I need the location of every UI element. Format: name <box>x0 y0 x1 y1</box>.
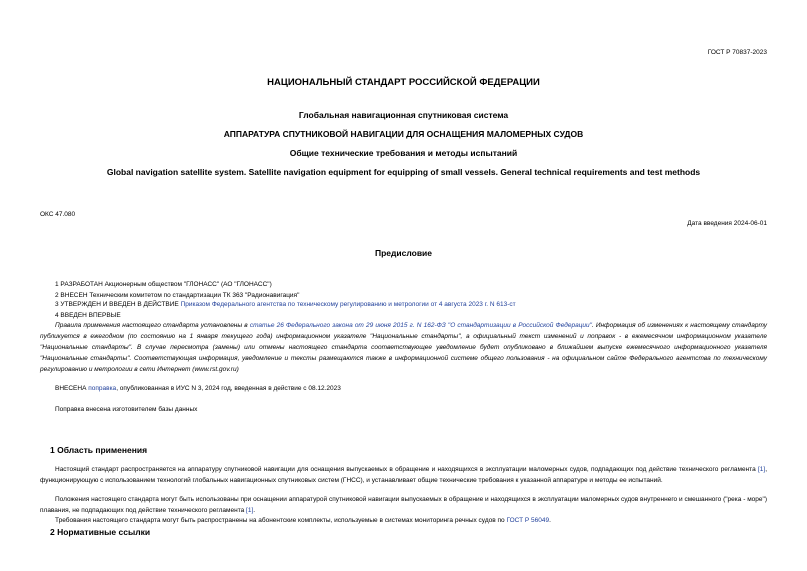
scope-paragraph-3 <box>40 515 767 526</box>
foreword-item-1: 1 РАЗРАБОТАН Акционерным обществом "ГЛОНАСС" (АО "ГЛОНАСС") <box>55 281 272 288</box>
scope-p1-text-end: , функционирующую с использованием технологий глобальных навигационных спутниковых систем (ГНСС), и устанавливает общие технические требования к указанной аппаратуре и методы ее испытаний. <box>40 466 767 484</box>
scope-p2-text-start: Положения настоящего стандарта могут быть использованы при оснащении аппаратурой спутниковой навигации выпускаемых в обращение и находящихся в эксплуатации маломерных судов внутреннего и смешанного ("река - море") плавания, не подпадающих под действие технического регламента <box>40 496 767 514</box>
section-2-heading: 2 Нормативные ссылки <box>50 527 151 537</box>
foreword-item-2: 2 ВНЕСЕН Техническим комитетом по стандартизации ТК 363 "Радионавигация" <box>55 292 300 299</box>
foreword-item-4: 4 ВВЕДЕН ВПЕРВЫЕ <box>55 312 121 319</box>
scope-p3-text-start: Требования настоящего стандарта могут быть распространены на абонентские комплекты, используемые в системах мониторинга речных судов по <box>55 517 507 524</box>
introduction-date: Дата введения 2024-06-01 <box>687 220 767 227</box>
rules-text-end: . Информация об изменениях к настоящему стандарту публикуется в ежегодном (по состоянию на 1 января текущего года) информационном указателе "Национальные стандарты", а официальный текст изменений и поправок - в ежемесячном информационном указателе "Национальные стандарты". В случае пересмотра (замены) или отмены настоящего стандарта соответствующее уведомление будет опубликовано в ближайшем выпуске ежемесячного информационного указателя "Национальные стандарты". Соответствующая информация, уведомление и тексты размещаются также в информационной системе общего пользования - на официальном сайте Федерального агентства по техническому регулированию и метрологии в сети Интернет (www.rst.gov.ru) <box>40 322 767 373</box>
application-rules-paragraph <box>40 320 767 375</box>
sub-title: Общие технические требования и методы испытаний <box>289 148 518 158</box>
scope-p3-text-end: . <box>549 517 551 524</box>
document-code: ГОСТ Р 70837-2023 <box>707 49 767 56</box>
order-link[interactable]: Приказом Федерального агентства по техническому регулированию и метрологии от 4 августа 2023 г. N 613-ст <box>180 301 516 308</box>
section-1-heading: 1 Область применения <box>50 445 148 455</box>
foreword-item-3-text: 3 УТВЕРЖДЕН И ВВЕДЕН В ДЕЙСТВИЕ <box>55 301 181 308</box>
amendment-line <box>55 383 341 394</box>
gost-56049-link[interactable]: ГОСТ Р 56049 <box>506 517 550 524</box>
foreword-heading: Предисловие <box>374 248 433 258</box>
amendment-note: Поправка внесена изготовителем базы данных <box>55 406 198 413</box>
standard-title: НАЦИОНАЛЬНЫЙ СТАНДАРТ РОССИЙСКОЙ ФЕДЕРАЦИИ <box>267 77 540 88</box>
scope-p2-text-end: . <box>253 507 256 514</box>
rules-text-start: Правила применения настоящего стандарта установлены в <box>55 322 250 329</box>
oks-code: ОКС 47.080 <box>40 211 76 218</box>
scope-p1-text-start: Настоящий стандарт распространяется на аппаратуру спутниковой навигации для оснащения выпускаемых в обращение и находящихся в эксплуатации маломерных судов, подпадающих под действие технического регламента <box>55 466 758 473</box>
main-title: АППАРАТУРА СПУТНИКОВОЙ НАВИГАЦИИ ДЛЯ ОСНАЩЕНИЯ МАЛОМЕРНЫХ СУДОВ <box>223 129 584 139</box>
federal-law-link[interactable]: статье 26 Федерального закона от 29 июня 2015 г. N 162-ФЗ "О стандартизации в Российской Федерации" <box>249 322 592 329</box>
foreword-item-3 <box>55 299 516 310</box>
reference-1-link[interactable]: [1] <box>757 466 766 473</box>
english-title: Global navigation satellite system. Satellite navigation equipment for equipping of small vessels. General technical requirements and test methods <box>106 167 701 177</box>
amendment-prefix: ВНЕСЕНА <box>55 385 89 392</box>
amendment-suffix: , опубликованная в ИУС N 3, 2024 год, введенная в действие с 08.12.2023 <box>116 385 341 392</box>
amendment-link[interactable]: поправка <box>88 385 117 392</box>
reference-1-link-2[interactable]: [1] <box>246 507 254 514</box>
scope-paragraph-2 <box>40 494 767 516</box>
scope-paragraph-1 <box>40 464 767 486</box>
system-name: Глобальная навигационная спутниковая система <box>298 110 509 120</box>
